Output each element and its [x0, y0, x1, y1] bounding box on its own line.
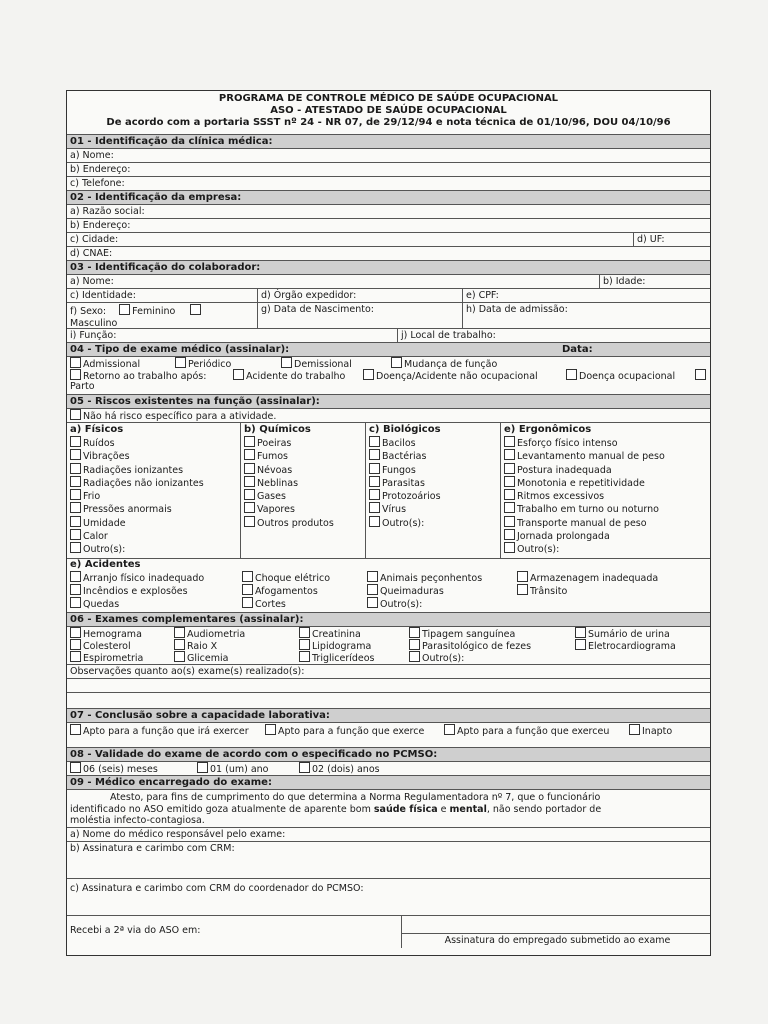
accident-risk-checkbox[interactable] [70, 584, 81, 595]
section-07-title: 07 - Conclusão sobre a capacidade laborativa: [67, 709, 710, 723]
exam-label: Tipagem sanguínea [422, 629, 516, 640]
dismissal-checkbox[interactable] [281, 357, 292, 368]
physical-risk-item [70, 489, 240, 502]
chemical-risk-item [244, 502, 365, 515]
chemical-risks-title: b) Químicos [244, 424, 311, 435]
accident-risk-label: Arranjo físico inadequado [83, 573, 205, 584]
male-checkbox[interactable] [190, 304, 201, 315]
section-06-title: 06 - Exames complementares (assinalar): [67, 613, 710, 627]
accident-risks-title: e) Acidentes [70, 559, 141, 570]
exam-type-options [67, 357, 710, 395]
physical-risk-checkbox[interactable] [70, 436, 81, 447]
physical-risk-label: Radiações ionizantes [83, 464, 184, 476]
physical-risk-label: Ruídos [83, 438, 115, 449]
attestation-line-1: Atesto, para fins de cumprimento do que determina a Norma Regulamentadora nº 7, que o funcionário [110, 792, 601, 803]
validity-options [67, 762, 710, 776]
fit-will-exercise-label: Apto para a função que irá exercer [83, 726, 249, 737]
exam-label: Colesterol [83, 641, 131, 652]
chemical-risk-checkbox[interactable] [244, 449, 255, 460]
aso-form [66, 90, 711, 956]
female-checkbox[interactable] [119, 304, 130, 315]
exam-checkbox[interactable] [409, 639, 420, 650]
chemical-risk-label: Névoas [257, 464, 293, 476]
ergonomic-risk-label: Outro(s): [517, 544, 560, 556]
accident-risk-label: Quedas [83, 599, 120, 610]
physical-risk-checkbox[interactable] [70, 463, 81, 474]
chemical-risk-item [244, 449, 365, 462]
attestation-text [67, 790, 710, 828]
clinic-address-field[interactable]: b) Endereço: [67, 163, 710, 177]
cpf-field[interactable]: e) CPF: [462, 289, 710, 302]
physical-risks [67, 423, 241, 558]
return-to-work-checkbox[interactable] [70, 369, 81, 380]
ergonomic-risk-checkbox[interactable] [504, 502, 515, 513]
fit-will-exercise-checkbox[interactable] [70, 724, 81, 735]
accident-risk-label: Incêndios e explosões [83, 586, 188, 597]
accident-risk-checkbox[interactable] [367, 597, 378, 608]
biological-risk-label: Protozoários [382, 491, 441, 503]
six-months-label: 06 (seis) meses [83, 764, 158, 775]
fit-exercises-checkbox[interactable] [265, 724, 276, 735]
biological-risk-label: Bacilos [382, 438, 416, 449]
exam-notes-line-2[interactable] [67, 693, 710, 709]
chemical-risk-item [244, 516, 365, 529]
biological-risk-checkbox[interactable] [369, 436, 380, 447]
ergonomic-risks [501, 423, 710, 558]
section-05-title: 05 - Riscos existentes na função (assinalar): [67, 395, 710, 409]
accident-risk-label: Queimaduras [380, 586, 444, 597]
ergonomic-risk-item [504, 476, 710, 489]
ergonomic-risk-item [504, 502, 710, 515]
exam-checkbox[interactable] [70, 651, 81, 662]
exam-checkbox[interactable] [409, 651, 420, 662]
ergonomic-risk-checkbox[interactable] [504, 436, 515, 447]
exam-item [409, 651, 464, 665]
ergonomic-risk-item [504, 529, 710, 542]
section-02-title: 02 - Identificação da empresa: [67, 191, 710, 205]
fit-exercises-label: Apto para a função que exerce [278, 726, 425, 737]
return-to-work-label: Retorno ao trabalho após: [83, 371, 207, 382]
exam-checkbox[interactable] [174, 651, 185, 662]
biological-risk-item [369, 476, 500, 489]
biological-risk-item [369, 463, 500, 476]
biological-risk-checkbox[interactable] [369, 449, 380, 460]
chemical-risk-checkbox[interactable] [244, 489, 255, 500]
header-line-3: De acordo com a portaria SSST nº 24 - NR 07, de 29/12/94 e nota técnica de 01/10/96, DOU 04/10/96 [106, 117, 671, 128]
chemical-risk-item [244, 436, 365, 449]
chemical-risk-label: Outros produtos [257, 517, 334, 529]
ergonomic-risks-title: e) Ergonômicos [504, 424, 592, 435]
exam-label: Glicemia [187, 653, 229, 664]
ergonomic-risk-checkbox[interactable] [504, 449, 515, 460]
one-year-checkbox[interactable] [197, 762, 208, 773]
accident-risk-checkbox[interactable] [242, 597, 253, 608]
function-change-label: Mudança de função [404, 359, 498, 370]
biological-risks-title: c) Biológicos [369, 424, 441, 435]
accident-risk-checkbox[interactable] [70, 597, 81, 608]
chemical-risk-checkbox[interactable] [244, 516, 255, 527]
chemical-risk-checkbox[interactable] [244, 436, 255, 447]
sex-group [70, 304, 256, 329]
fit-exercised-checkbox[interactable] [444, 724, 455, 735]
exam-item [299, 651, 375, 665]
form-header [67, 91, 710, 135]
accident-risk-item [517, 584, 567, 599]
attestation-and: e [437, 803, 450, 815]
attestation-line-3: moléstia infecto-contagiosa. [70, 815, 205, 826]
physical-risk-label: Radiações não ionizantes [83, 477, 204, 489]
sex-label: f) Sexo: [70, 306, 107, 317]
chemical-risk-label: Vapores [257, 504, 295, 516]
physical-risk-label: Umidade [83, 517, 126, 529]
attestation-line-2a: identificado no ASO emitido goza atualmente de aparente bom [70, 803, 374, 815]
biological-risk-label: Vírus [382, 504, 407, 516]
physical-risk-label: Outro(s): [83, 544, 126, 556]
unfit-label: Inapto [642, 726, 673, 737]
chemical-risk-checkbox[interactable] [244, 502, 255, 513]
no-risk-label: Não há risco específico para a atividade. [83, 411, 277, 422]
coordinator-signature-field[interactable]: c) Assinatura e carimbo com CRM do coordenador do PCMSO: [67, 879, 710, 916]
exam-checkbox[interactable] [409, 627, 420, 638]
physical-risk-checkbox[interactable] [70, 489, 81, 500]
accident-risk-item [367, 597, 422, 612]
function-field[interactable]: i) Função: [70, 330, 117, 341]
accident-risk-checkbox[interactable] [517, 584, 528, 595]
accident-risk-item [70, 597, 119, 612]
chemical-risk-label: Neblinas [257, 477, 299, 489]
exam-checkbox[interactable] [299, 651, 310, 662]
physical-risk-label: Calor [83, 531, 108, 543]
exam-checkbox[interactable] [70, 627, 81, 638]
ergonomic-risk-label: Postura inadequada [517, 464, 612, 476]
physical-risk-item [70, 436, 240, 449]
doctor-name-field[interactable]: a) Nome do médico responsável pelo exame: [67, 828, 710, 842]
company-cnae-field[interactable]: d) CNAE: [67, 247, 710, 261]
biological-risk-item [369, 502, 500, 515]
work-accident-checkbox[interactable] [233, 369, 244, 380]
fit-exercised-label: Apto para a função que exerceu [457, 726, 610, 737]
birth-checkbox[interactable] [695, 369, 706, 380]
physical-risk-item [70, 542, 240, 555]
chemical-risks [241, 423, 366, 558]
ergonomic-risk-label: Transporte manual de peso [517, 517, 647, 529]
section-04-title [67, 343, 710, 357]
occupational-disease-label: Doença ocupacional [579, 371, 676, 382]
chemical-risk-label: Fumos [257, 451, 288, 463]
work-accident-label: Acidente do trabalho [246, 371, 346, 382]
ergonomic-risk-label: Esforço físico intenso [517, 438, 618, 449]
accident-risk-label: Cortes [255, 599, 286, 610]
physical-risk-item [70, 463, 240, 476]
clinic-phone-field[interactable]: c) Telefone: [67, 177, 710, 191]
employee-function-row [67, 329, 710, 343]
physical-risk-checkbox[interactable] [70, 542, 81, 553]
company-name-field[interactable]: a) Razão social: [67, 205, 710, 219]
attestation-line-2 [70, 804, 710, 816]
biological-risk-item [369, 516, 500, 529]
attestation-mental-bold: mental [449, 803, 487, 815]
accident-risk-label: Choque elétrico [255, 573, 331, 584]
physical-risk-checkbox[interactable] [70, 516, 81, 527]
exam-date-label: Data: [562, 344, 593, 355]
biological-risk-item [369, 436, 500, 449]
physical-risk-checkbox[interactable] [70, 476, 81, 487]
accident-risk-checkbox[interactable] [367, 584, 378, 595]
accident-risks [67, 559, 710, 613]
occupational-disease-checkbox[interactable] [566, 369, 577, 380]
physical-risk-checkbox[interactable] [70, 449, 81, 460]
accident-risk-label: Animais peçonhentos [380, 573, 483, 584]
biological-risk-checkbox[interactable] [369, 502, 380, 513]
exam-notes-line-1[interactable] [67, 679, 710, 693]
doctor-signature-field[interactable]: b) Assinatura e carimbo com CRM: [67, 842, 710, 879]
birth-date-field[interactable]: g) Data de Nascimento: [257, 303, 462, 328]
capacity-options [67, 723, 710, 748]
accident-risk-checkbox[interactable] [367, 571, 378, 582]
section-08-title: 08 - Validade do exame de acordo com o especificado no PCMSO: [67, 748, 710, 762]
physical-risk-item [70, 449, 240, 462]
physical-risk-item [70, 516, 240, 529]
receipt-row [67, 916, 710, 948]
accident-risk-item [242, 597, 286, 612]
ergonomic-risk-label: Trabalho em turno ou noturno [517, 504, 659, 516]
company-city-row [67, 233, 710, 247]
biological-risk-checkbox[interactable] [369, 476, 380, 487]
chemical-risk-item [244, 463, 365, 476]
physical-risk-item [70, 529, 240, 542]
periodic-label: Periódico [188, 359, 232, 370]
receipt-date-field[interactable]: Recebi a 2ª via do ASO em: [70, 925, 201, 936]
exam-checkbox[interactable] [299, 639, 310, 650]
male-label: Masculino [70, 318, 118, 329]
non-occupational-checkbox[interactable] [363, 369, 374, 380]
exam-label: Hemograma [83, 629, 142, 640]
no-risk-checkbox[interactable] [70, 409, 81, 420]
chemical-risk-item [244, 476, 365, 489]
exam-label: Espirometria [83, 653, 144, 664]
accident-risk-label: Outro(s): [380, 599, 423, 610]
accident-risk-checkbox[interactable] [242, 584, 253, 595]
physical-risk-checkbox[interactable] [70, 502, 81, 513]
ergonomic-risk-label: Jornada prolongada [517, 531, 610, 543]
ergonomic-risk-item [504, 489, 710, 502]
female-label: Feminino [132, 306, 176, 317]
section-01-title: 01 - Identificação da clínica médica: [67, 135, 710, 149]
admissional-checkbox[interactable] [70, 357, 81, 368]
attestation-health-bold: saúde física [373, 803, 438, 815]
employee-name-field[interactable]: a) Nome: [70, 276, 114, 287]
birth-label: Parto [70, 381, 95, 392]
exam-checkbox[interactable] [70, 639, 81, 650]
accident-risk-label: Armazenagem inadequada [530, 573, 659, 584]
exam-item [575, 639, 676, 653]
physical-risk-item [70, 476, 240, 489]
ergonomic-risk-item [504, 516, 710, 529]
biological-risk-label: Outro(s): [382, 517, 425, 529]
exam-options [67, 627, 710, 665]
ergonomic-risk-checkbox[interactable] [504, 529, 515, 540]
employee-signature-label: Assinatura do empregado submetido ao exame [401, 933, 710, 948]
employee-name-row [67, 275, 710, 289]
clinic-name-field[interactable]: a) Nome: [67, 149, 710, 163]
risk-columns [67, 423, 710, 559]
biological-risk-checkbox[interactable] [369, 516, 380, 527]
chemical-risk-label: Poeiras [257, 438, 292, 449]
ergonomic-risk-checkbox[interactable] [504, 463, 515, 474]
header-line-1: PROGRAMA DE CONTROLE MÉDICO DE SAÚDE OCUPACIONAL [218, 93, 559, 104]
chemical-risk-item [244, 489, 365, 502]
physical-risk-label: Pressões anormais [83, 504, 172, 516]
no-risk-row [67, 409, 710, 423]
two-years-label: 02 (dois) anos [312, 764, 380, 775]
ergonomic-risk-checkbox[interactable] [504, 489, 515, 500]
ergonomic-risk-item [504, 436, 710, 449]
biological-risk-item [369, 489, 500, 502]
section-04-label: 04 - Tipo de exame médico (assinalar): [70, 344, 290, 355]
accident-risk-label: Trânsito [530, 586, 568, 597]
ergonomic-risk-label: Monotonia e repetitividade [517, 477, 645, 489]
ergonomic-risk-label: Levantamento manual de peso [517, 451, 665, 463]
unfit-checkbox[interactable] [629, 724, 640, 735]
exam-checkbox[interactable] [575, 639, 586, 650]
exam-checkbox[interactable] [575, 627, 586, 638]
physical-risks-title: a) Físicos [70, 424, 124, 435]
exam-label: Eletrocardiograma [588, 641, 676, 652]
company-city-field[interactable]: c) Cidade: [70, 234, 119, 245]
physical-risk-checkbox[interactable] [70, 529, 81, 540]
chemical-risk-checkbox[interactable] [244, 476, 255, 487]
exam-label: Outro(s): [422, 653, 465, 664]
employee-sex-row [67, 303, 710, 329]
employee-id-row [67, 289, 710, 303]
chemical-risk-label: Gases [257, 491, 286, 503]
accident-risk-checkbox[interactable] [70, 571, 81, 582]
physical-risk-label: Frio [83, 491, 101, 503]
exam-label: Creatinina [312, 629, 361, 640]
exam-checkbox[interactable] [174, 627, 185, 638]
biological-risk-checkbox[interactable] [369, 489, 380, 500]
company-uf-field[interactable]: d) UF: [633, 233, 710, 246]
periodic-checkbox[interactable] [175, 357, 186, 368]
exam-label: Audiometria [187, 629, 246, 640]
ergonomic-risk-label: Ritmos excessivos [517, 491, 605, 503]
exam-notes-label: Observações quanto ao(s) exame(s) realizado(s): [67, 665, 710, 679]
exam-item [174, 651, 228, 665]
exam-label: Raio X [187, 641, 218, 652]
physical-risk-item [70, 502, 240, 515]
section-09-title: 09 - Médico encarregado do exame: [67, 776, 710, 790]
exam-label: Lipidograma [312, 641, 372, 652]
issuing-agency-field[interactable]: d) Órgão expedidor: [257, 289, 462, 302]
biological-risk-label: Fungos [382, 464, 416, 476]
exam-label: Parasitológico de fezes [422, 641, 532, 652]
biological-risks [366, 423, 501, 558]
ergonomic-risk-checkbox[interactable] [504, 542, 515, 553]
physical-risk-label: Vibrações [83, 451, 130, 463]
dismissal-label: Demissional [294, 359, 352, 370]
six-months-checkbox[interactable] [70, 762, 81, 773]
exam-label: Triglicerídeos [312, 653, 375, 664]
ergonomic-risk-item [504, 449, 710, 462]
biological-risk-item [369, 449, 500, 462]
one-year-label: 01 (um) ano [210, 764, 269, 775]
accident-risk-checkbox[interactable] [517, 571, 528, 582]
workplace-field[interactable]: j) Local de trabalho: [397, 329, 710, 342]
exam-item [70, 651, 143, 665]
exam-label: Sumário de urina [588, 629, 670, 640]
ergonomic-risk-item [504, 542, 710, 555]
employee-age-field[interactable]: b) Idade: [599, 275, 710, 288]
header-line-2: ASO - ATESTADO DE SAÚDE OCUPACIONAL [270, 105, 507, 116]
ergonomic-risk-item [504, 463, 710, 476]
employee-signature-line[interactable] [401, 916, 710, 934]
ergonomic-risk-checkbox[interactable] [504, 476, 515, 487]
biological-risk-label: Parasitas [382, 477, 425, 489]
admission-date-field[interactable]: h) Data de admissão: [462, 303, 710, 328]
chemical-risk-checkbox[interactable] [244, 463, 255, 474]
exam-checkbox[interactable] [174, 639, 185, 650]
function-change-checkbox[interactable] [391, 357, 402, 368]
ergonomic-risk-checkbox[interactable] [504, 516, 515, 527]
non-occupational-label: Doença/Acidente não ocupacional [376, 371, 538, 382]
biological-risk-label: Bactérias [382, 451, 427, 463]
employee-identity-field[interactable]: c) Identidade: [70, 290, 136, 301]
accident-risk-checkbox[interactable] [242, 571, 253, 582]
attestation-line-2b: , não sendo portador de [486, 803, 602, 815]
biological-risk-checkbox[interactable] [369, 463, 380, 474]
exam-checkbox[interactable] [299, 627, 310, 638]
section-03-title: 03 - Identificação do colaborador: [67, 261, 710, 275]
company-address-field[interactable]: b) Endereço: [67, 219, 710, 233]
accident-risk-label: Afogamentos [255, 586, 318, 597]
two-years-checkbox[interactable] [299, 762, 310, 773]
admissional-label: Admissional [83, 359, 141, 370]
